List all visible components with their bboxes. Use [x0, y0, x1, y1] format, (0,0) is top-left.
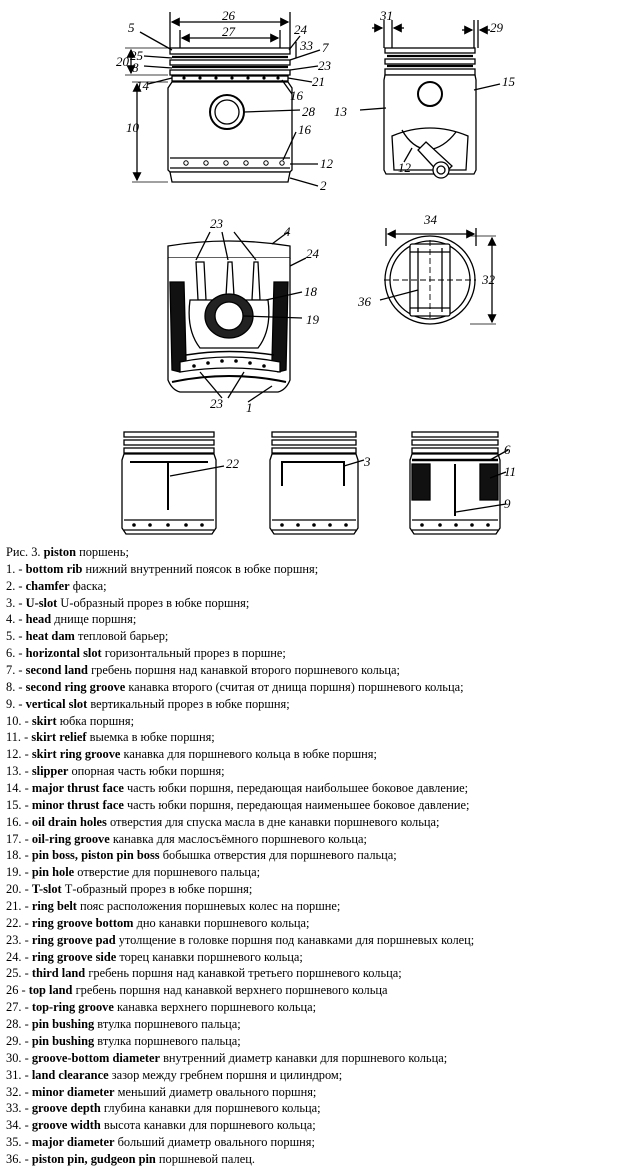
item-term: ring groove pad: [31, 932, 116, 947]
item-translation: юбка поршня;: [59, 713, 135, 728]
item-separator: -: [21, 1135, 32, 1150]
item-term: major thrust face: [31, 781, 124, 796]
item-number: 29.: [6, 1033, 22, 1048]
callout-21: 20: [116, 54, 129, 69]
glossary-item: [6, 746, 634, 763]
item-translation: гребень поршня над канавкой верхнего поршневого кольца: [75, 983, 388, 998]
item-translation: часть юбки поршня, передающая наибольшее боковое давление;: [126, 781, 469, 796]
item-term: slipper: [31, 764, 69, 779]
item-term: skirt ring groove: [31, 747, 121, 762]
callout-2: 2: [320, 178, 327, 193]
item-separator: -: [15, 612, 26, 627]
callout-28: 28: [302, 104, 315, 119]
item-separator: -: [21, 1050, 32, 1065]
item-term: third land: [31, 966, 86, 981]
item-number: 20.: [6, 882, 22, 897]
item-separator: -: [15, 595, 26, 610]
item-separator: -: [15, 646, 26, 661]
piston-vertical-slot-view: [410, 432, 508, 534]
item-separator: -: [21, 1084, 32, 1099]
item-term: major diameter: [31, 1135, 115, 1150]
callout-31: 29: [490, 20, 503, 35]
item-translation: гребень поршня над канавкой второго поршневого кольца;: [91, 663, 401, 678]
item-translation: отверстия для спуска масла в дне канавки поршневого кольца;: [109, 814, 440, 829]
item-translation: канавка для поршневого кольца в юбке поршня;: [123, 747, 377, 762]
glossary-item: [6, 763, 634, 780]
item-term: groove-bottom diameter: [31, 1050, 160, 1065]
item-number: 30.: [6, 1050, 22, 1065]
piston-figure: [0, 0, 637, 545]
item-separator: -: [21, 966, 32, 981]
callout-9: 9: [504, 496, 511, 511]
item-term: pin bushing: [31, 1017, 95, 1032]
callout-8: 8: [132, 60, 139, 75]
callout-33: 31: [380, 8, 393, 23]
item-separator: -: [21, 1067, 32, 1082]
item-translation: выемка в юбке поршня;: [89, 730, 215, 745]
item-separator: -: [21, 1017, 32, 1032]
item-term: skirt: [31, 713, 57, 728]
item-term: top land: [28, 983, 73, 998]
item-separator: -: [21, 932, 32, 947]
item-term: chamfer: [25, 578, 70, 593]
item-separator: -: [15, 663, 26, 678]
item-number: 10.: [6, 713, 22, 728]
item-translation: опорная часть юбки поршня;: [71, 764, 225, 779]
item-translation: высота канавки для поршневого кольца;: [103, 1118, 316, 1133]
glossary-item: [6, 729, 634, 746]
item-separator: -: [21, 1033, 32, 1048]
item-translation: отверстие для поршневого пальца;: [77, 865, 261, 880]
item-number: 4.: [6, 612, 16, 627]
callout-16: 16: [290, 88, 303, 103]
glossary-item: [6, 1067, 634, 1084]
callout-18: 18: [304, 284, 317, 299]
item-term: horizontal slot: [25, 646, 102, 661]
item-translation: глубина канавки для поршневого кольца;: [103, 1101, 321, 1116]
item-number: 18.: [6, 848, 22, 863]
item-separator: -: [21, 764, 32, 779]
item-term: second land: [25, 663, 88, 678]
glossary-item: [6, 1134, 634, 1151]
item-number: 6.: [6, 646, 16, 661]
glossary-item: [6, 679, 634, 696]
glossary-item: [6, 1100, 634, 1117]
glossary-item: [6, 662, 634, 679]
item-separator: -: [21, 915, 32, 930]
callout-14: 13: [334, 104, 347, 119]
item-separator: -: [21, 831, 32, 846]
item-separator: -: [21, 730, 32, 745]
callout-13: 12: [398, 160, 411, 175]
glossary-list: [6, 561, 634, 1168]
item-number: 24.: [6, 949, 22, 964]
item-translation: Т-образный прорез в юбке поршня;: [64, 882, 253, 897]
callout-17: 14: [136, 78, 149, 93]
item-term: groove width: [31, 1118, 101, 1133]
callout-3: 3: [364, 454, 371, 469]
callout-23-top: 23: [210, 216, 223, 231]
item-term: second ring groove: [25, 679, 126, 694]
callout-12: 12: [320, 156, 333, 171]
callout-26: 24: [294, 22, 307, 37]
callout-29: 26: [222, 8, 235, 23]
callout-11: 11: [504, 464, 517, 479]
callout-5: 5: [128, 20, 135, 35]
item-separator: -: [21, 899, 32, 914]
item-number: 25.: [6, 966, 22, 981]
item-number: 32.: [6, 1084, 22, 1099]
item-term: ring groove side: [31, 949, 117, 964]
callout-20: 22: [226, 456, 239, 471]
caption-title: Рис. 3. piston поршень;: [6, 545, 129, 559]
glossary-item: [6, 982, 634, 999]
item-number: 26: [6, 983, 19, 998]
item-number: 22.: [6, 915, 22, 930]
item-translation: горизонтальный прорез в поршне;: [104, 646, 286, 661]
glossary-item: [6, 999, 634, 1016]
item-translation: втулка поршневого пальца;: [97, 1033, 241, 1048]
glossary-item: [6, 696, 634, 713]
item-term: head: [25, 612, 52, 627]
item-separator: -: [21, 781, 32, 796]
item-term: ring groove bottom: [31, 915, 134, 930]
item-translation: зазор между гребнем поршня и цилиндром;: [111, 1067, 343, 1082]
glossary-item: [6, 595, 634, 612]
item-term: top-ring groove: [31, 1000, 114, 1015]
item-separator: -: [21, 797, 32, 812]
item-translation: U-образный прорез в юбке поршня;: [60, 595, 250, 610]
item-translation: вертикальный прорез в юбке поршня;: [90, 696, 290, 711]
item-term: skirt relief: [31, 730, 87, 745]
glossary-item: [6, 932, 634, 949]
item-separator: -: [21, 1101, 32, 1116]
item-number: 17.: [6, 831, 22, 846]
item-term: minor thrust face: [31, 797, 124, 812]
item-separator: -: [15, 696, 26, 711]
glossary-item: [6, 881, 634, 898]
glossary-item: [6, 780, 634, 797]
item-separator: -: [15, 679, 26, 694]
item-separator: -: [21, 747, 32, 762]
piston-top-view: [380, 228, 496, 324]
item-translation: меньший диаметр овального поршня;: [117, 1084, 317, 1099]
glossary-item: [6, 847, 634, 864]
glossary-item: [6, 814, 634, 831]
item-number: 36.: [6, 1151, 22, 1166]
item-term: bottom rib: [25, 561, 83, 576]
callout-24: 24: [306, 246, 319, 261]
item-term: T-slot: [31, 882, 62, 897]
item-translation: часть юбки поршня, передающая наименьшее боковое давление;: [126, 797, 470, 812]
callout-6: 6: [504, 442, 511, 457]
callout-30: 27: [222, 24, 235, 39]
glossary-item: [6, 1016, 634, 1033]
item-separator: -: [21, 882, 32, 897]
item-number: 31.: [6, 1067, 22, 1082]
item-translation: канавка для маслосъёмного поршневого кольца;: [112, 831, 367, 846]
callout-23-bottom: 23: [210, 396, 223, 411]
item-number: 34.: [6, 1118, 22, 1133]
item-term: vertical slot: [25, 696, 88, 711]
item-separator: -: [15, 578, 26, 593]
callout-34: 33: [300, 38, 313, 53]
callout-22: 21: [312, 74, 325, 89]
glossary-item: [6, 1117, 634, 1134]
item-number: 19.: [6, 865, 22, 880]
item-term: piston pin, gudgeon pin: [31, 1151, 156, 1166]
item-term: oil-ring groove: [31, 831, 110, 846]
item-term: U-slot: [25, 595, 58, 610]
item-number: 1.: [6, 561, 16, 576]
item-separator: -: [21, 1151, 32, 1166]
glossary-item: [6, 898, 634, 915]
glossary-item: [6, 1151, 634, 1168]
item-number: 23.: [6, 932, 22, 947]
glossary-item: [6, 611, 634, 628]
item-separator: -: [21, 848, 32, 863]
item-translation: внутренний диаметр канавки для поршневого кольца;: [163, 1050, 448, 1065]
piston-section-view: [168, 232, 306, 402]
item-number: 13.: [6, 764, 22, 779]
piston-u-slot-view: [270, 432, 364, 534]
item-term: land clearance: [31, 1067, 109, 1082]
item-number: 15.: [6, 797, 22, 812]
callout-19: 19: [306, 312, 319, 327]
glossary-item: [6, 1050, 634, 1067]
item-number: 12.: [6, 747, 22, 762]
item-term: oil drain holes: [31, 814, 107, 829]
callout-7: 7: [322, 40, 329, 55]
item-number: 11.: [6, 730, 22, 745]
item-number: 8.: [6, 679, 16, 694]
item-number: 33.: [6, 1101, 22, 1116]
glossary-item: [6, 797, 634, 814]
item-translation: канавка верхнего поршневого кольца;: [116, 1000, 317, 1015]
item-translation: тепловой барьер;: [77, 629, 169, 644]
item-number: 14.: [6, 781, 22, 796]
item-separator: -: [21, 1000, 32, 1015]
item-number: 9.: [6, 696, 16, 711]
item-number: 3.: [6, 595, 16, 610]
glossary-item: [6, 949, 634, 966]
item-term: minor diameter: [31, 1084, 115, 1099]
item-number: 5.: [6, 629, 16, 644]
item-separator: -: [21, 1118, 32, 1133]
item-separator: -: [15, 561, 26, 576]
item-term: pin bushing: [31, 1033, 95, 1048]
item-number: 28.: [6, 1017, 22, 1032]
item-term: pin hole: [31, 865, 75, 880]
callout-1: 1: [246, 400, 253, 415]
figure-caption: [6, 544, 634, 1168]
item-translation: гребень поршня над канавкой третьего поршневого кольца;: [88, 966, 402, 981]
glossary-item: [6, 561, 634, 578]
item-number: 27.: [6, 1000, 22, 1015]
callout-25: 23: [318, 58, 331, 73]
glossary-item: [6, 831, 634, 848]
glossary-item: [6, 1033, 634, 1050]
callout-15: 15: [502, 74, 515, 89]
glossary-item: [6, 1084, 634, 1101]
callout-36: 36: [358, 294, 371, 309]
item-translation: втулка поршневого пальца;: [97, 1017, 241, 1032]
item-term: ring belt: [31, 899, 77, 914]
item-translation: утолщение в головке поршня под канавками для поршневых колец;: [118, 932, 475, 947]
item-separator: -: [18, 983, 29, 998]
item-separator: -: [15, 629, 26, 644]
glossary-item: [6, 713, 634, 730]
item-number: 35.: [6, 1135, 22, 1150]
item-translation: торец канавки поршневого кольца;: [119, 949, 303, 964]
item-number: 21.: [6, 899, 22, 914]
item-separator: -: [21, 814, 32, 829]
item-translation: поршневой палец.: [158, 1151, 255, 1166]
item-translation: днище поршня;: [54, 612, 137, 627]
item-translation: канавка второго (считая от днища поршня) поршневого кольца;: [128, 679, 464, 694]
callout-4: 4: [284, 224, 291, 239]
glossary-item: [6, 628, 634, 645]
piston-t-slot-view: [122, 432, 224, 534]
item-translation: дно канавки поршневого кольца;: [136, 915, 310, 930]
item-translation: бобышка отверстия для поршневого пальца;: [162, 848, 397, 863]
item-number: 2.: [6, 578, 16, 593]
glossary-item: [6, 578, 634, 595]
callout-35: 34: [424, 212, 437, 227]
item-term: heat dam: [25, 629, 75, 644]
callout-27: 25: [130, 48, 143, 63]
item-translation: больший диаметр овального поршня;: [117, 1135, 315, 1150]
callout-16b: 16: [298, 122, 311, 137]
item-translation: нижний внутренний поясок в юбке поршня;: [85, 561, 319, 576]
item-term: groove depth: [31, 1101, 101, 1116]
item-number: 7.: [6, 663, 16, 678]
callout-10: 10: [126, 120, 139, 135]
callout-32: 32: [482, 272, 495, 287]
piston-side-view: [360, 20, 500, 178]
item-separator: -: [21, 865, 32, 880]
item-translation: фаска;: [72, 578, 107, 593]
glossary-item: [6, 864, 634, 881]
item-translation: пояс расположения поршневых колес на поршне;: [80, 899, 341, 914]
item-separator: -: [21, 949, 32, 964]
item-term: pin boss, piston pin boss: [31, 848, 160, 863]
item-separator: -: [21, 713, 32, 728]
glossary-item: [6, 965, 634, 982]
glossary-item: [6, 915, 634, 932]
glossary-item: [6, 645, 634, 662]
item-number: 16.: [6, 814, 22, 829]
